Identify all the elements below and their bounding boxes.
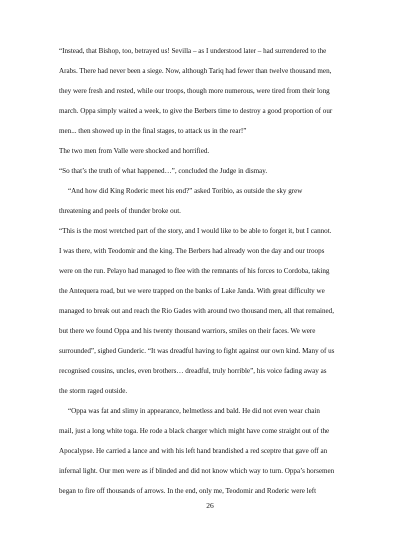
- paragraph: [59, 181, 364, 221]
- paragraph: [59, 161, 364, 181]
- text-line: Arabs. There had never been a siege. Now, although Tariq had fewer than twelve thousand men,: [59, 67, 332, 75]
- text-line: infernal light. Our men were as if blinded and did not know which way to turn. Oppa’s horsemen: [59, 467, 335, 475]
- paragraph: [59, 221, 364, 401]
- text-line: I was there, with Teodomir and the king. The Berbers had already won the day and our troops: [59, 247, 325, 255]
- text-line: were on the run. Pelayo had managed to flee with the remnants of his forces to Cordoba, taking: [59, 267, 330, 275]
- text-line: the Antequera road, but we were trapped on the banks of Lake Janda. With great difficulty we: [59, 287, 325, 295]
- text-line: “So that’s the truth of what happened…”, concluded the Judge in dismay.: [59, 167, 268, 175]
- text-line: surrounded”, sighed Gunderic. “It was dreadful having to fight against our own kind. Many of us: [59, 347, 335, 355]
- text-line: Apocalypse. He carried a lance and with his left hand brandished a red sceptre that gave off an: [59, 447, 328, 455]
- body-text: [59, 41, 364, 501]
- text-line: recognised cousins, uncles, even brothers… dreadful, truly horrible”, his voice fading away as: [59, 367, 327, 375]
- page-number: 26: [206, 501, 214, 510]
- text-line: but there we found Oppa and his twenty thousand warriors, smiles on their faces. We were: [59, 327, 316, 335]
- text-line: The two men from Valle were shocked and horrified.: [59, 147, 210, 155]
- text-line: men... then showed up in the final stages, to attack us in the rear!”: [59, 127, 247, 135]
- text-line: “Oppa was fat and slimy in appearance, helmetless and bald. He did not even wear chain: [68, 407, 320, 415]
- text-line: “This is the most wretched part of the story, and I would like to be able to forget it, but I cannot.: [59, 227, 332, 235]
- text-line: march. Oppa simply waited a week, to give the Berbers time to destroy a good proportion of our: [59, 107, 333, 115]
- text-line: managed to break out and reach the Rio Gades with around two thousand men, all that remained,: [59, 307, 334, 315]
- paragraph: [59, 401, 364, 501]
- text-line: began to fire off thousands of arrows. In the end, only me, Teodomir and Roderic were left: [59, 487, 317, 495]
- text-line: mail, just a long white toga. He rode a black charger which might have come straight out of the: [59, 427, 330, 435]
- text-line: “And how did King Roderic meet his end?” asked Toribio, as outside the sky grew: [68, 187, 303, 195]
- paragraph: [59, 141, 364, 161]
- text-line: the storm raged outside.: [59, 387, 128, 395]
- text-line: threatening and peels of thunder broke out.: [59, 207, 181, 215]
- paragraph: [59, 41, 364, 141]
- text-line: “Instead, that Bishop, too, betrayed us! Sevilla – as I understood later – had surrendered to the: [59, 47, 327, 55]
- text-line: they were fresh and rested, while our troops, though more numerous, were tired from their long: [59, 87, 330, 95]
